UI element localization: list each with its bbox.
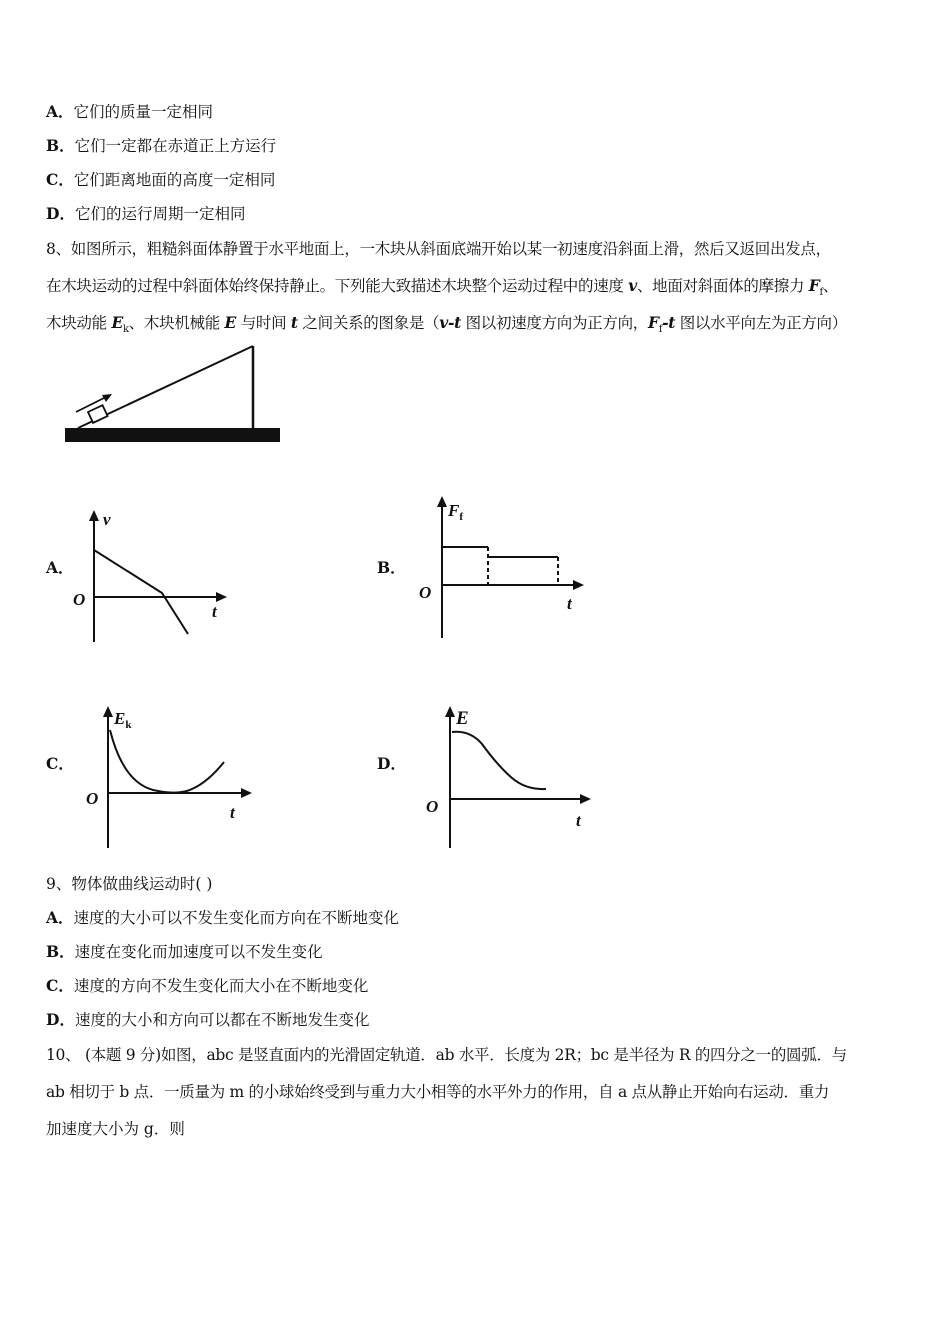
q7-option-b [46,136,276,156]
q8-stem-line1: 8、如图所示，粗糙斜面体静置于水平地面上，一木块从斜面底端开始以某一初速度沿斜面上滑，然后又返回出发点， [46,240,831,258]
q8-stem-line3 [46,313,847,340]
text-segment: 、木块机械能 [128,314,225,332]
q9-option-c [46,976,368,996]
y-axis-arrow-icon [437,496,447,507]
q7-option-c [46,170,275,190]
x-axis-label: t [230,803,235,822]
option-label: C． [46,170,74,189]
ground-bar [65,428,280,442]
origin-label: O [73,590,86,609]
q9-option-d [46,1010,369,1030]
x-axis-arrow-icon [580,794,591,804]
option-text: 它们一定都在赤道正上方运行 [74,137,277,155]
origin-label: O [419,583,432,602]
option-text: 速度在变化而加速度可以不发生变化 [74,943,323,961]
text-segment: 图以初速度方向为正方向， [460,314,648,332]
y-axis-label: $F_f$ [448,501,464,523]
option-label: B． [46,942,75,961]
option-label: B． [46,136,75,155]
symbol-t: t [290,313,298,332]
mechanical-energy-curve [452,732,546,789]
y-axis-label: $E_k$ [114,709,132,731]
incline-figure [60,340,285,452]
option-label: D． [46,204,75,223]
text-segment: 图以水平向左为正方向） [675,314,847,332]
symbol-vt: v-t [439,313,461,332]
x-axis-label: t [212,602,217,621]
x-axis-arrow-icon [573,580,584,590]
graph-b [412,490,592,642]
q7-option-d [46,204,245,224]
option-text: 速度的方向不发生变化而大小在不断地变化 [73,977,369,995]
symbol-t: -t [662,313,676,332]
option-text: 它们的运行周期一定相同 [74,205,246,223]
x-axis-label: t [567,594,572,613]
q9-option-b [46,942,323,962]
text-segment: 、 [822,277,839,295]
q10-stem-line1: 10、 (本题 9 分)如图，abc 是竖直面内的光滑固定轨道．ab 水平．长度为 2R；bc 是半径为 R 的四分之一的圆弧．与 [46,1046,847,1064]
x-axis-arrow-icon [241,788,252,798]
option-text: 速度的大小可以不发生变化而方向在不断地变化 [73,909,400,927]
origin-label: O [426,797,439,816]
q10-stem-line2: ab 相切于 b 点．一质量为 m 的小球始终受到与重力大小相等的水平外力的作用，自 a 点从静止开始向右运动．重力 [46,1083,830,1101]
y-axis-arrow-icon [89,510,99,521]
q7-option-a [46,102,213,122]
option-label: D． [46,1010,75,1029]
graph-d [420,700,600,852]
symbol-v: v [628,276,637,295]
y-axis-label: v [103,510,111,529]
option-label: A． [46,102,74,121]
subscript-f: f [658,324,663,336]
q9-stem: 9、物体做曲线运动时( ) [46,875,213,893]
text-segment: 、地面对斜面体的摩擦力 [636,277,809,295]
option-text: 它们的质量一定相同 [73,103,214,121]
symbol-E: E [111,313,123,332]
q10-stem-line3: 加速度大小为 g．则 [46,1120,185,1138]
kinetic-energy-curve [110,730,224,793]
q8-option-c-label: C． [46,754,74,773]
graph-a [70,505,240,645]
option-label: A． [46,908,74,927]
q8-option-a-label: A． [46,558,74,577]
q8-option-b-label: B． [377,558,406,577]
text-segment: 在木块运动的过程中斜面体始终保持静止。下列能大致描述木块整个运动过程中的速度 [46,277,629,295]
y-axis-arrow-icon [445,706,455,717]
option-text: 它们距离地面的高度一定相同 [73,171,276,189]
text-segment: 之间关系的图象是（ [297,314,440,332]
option-text: 速度的大小和方向可以都在不断地发生变化 [74,1011,370,1029]
symbol-F: F [647,313,659,332]
subscript-k: k [122,324,129,336]
wood-block [88,405,108,423]
subscript-f: f [819,287,823,299]
option-label: C． [46,976,74,995]
y-axis-arrow-icon [103,706,113,717]
symbol-F: F [808,276,820,295]
velocity-curve [94,550,188,634]
q8-stem-line2 [46,276,838,303]
symbol-E: E [224,313,237,332]
graph-c [80,700,260,852]
text-segment: 木块动能 [46,314,112,332]
text-segment: 与时间 [236,314,291,332]
q8-option-d-label: D． [377,754,406,773]
y-axis-label: E [456,708,469,729]
origin-label: O [86,789,99,808]
x-axis-arrow-icon [216,592,227,602]
x-axis-label: t [576,811,581,830]
q9-option-a [46,908,399,928]
